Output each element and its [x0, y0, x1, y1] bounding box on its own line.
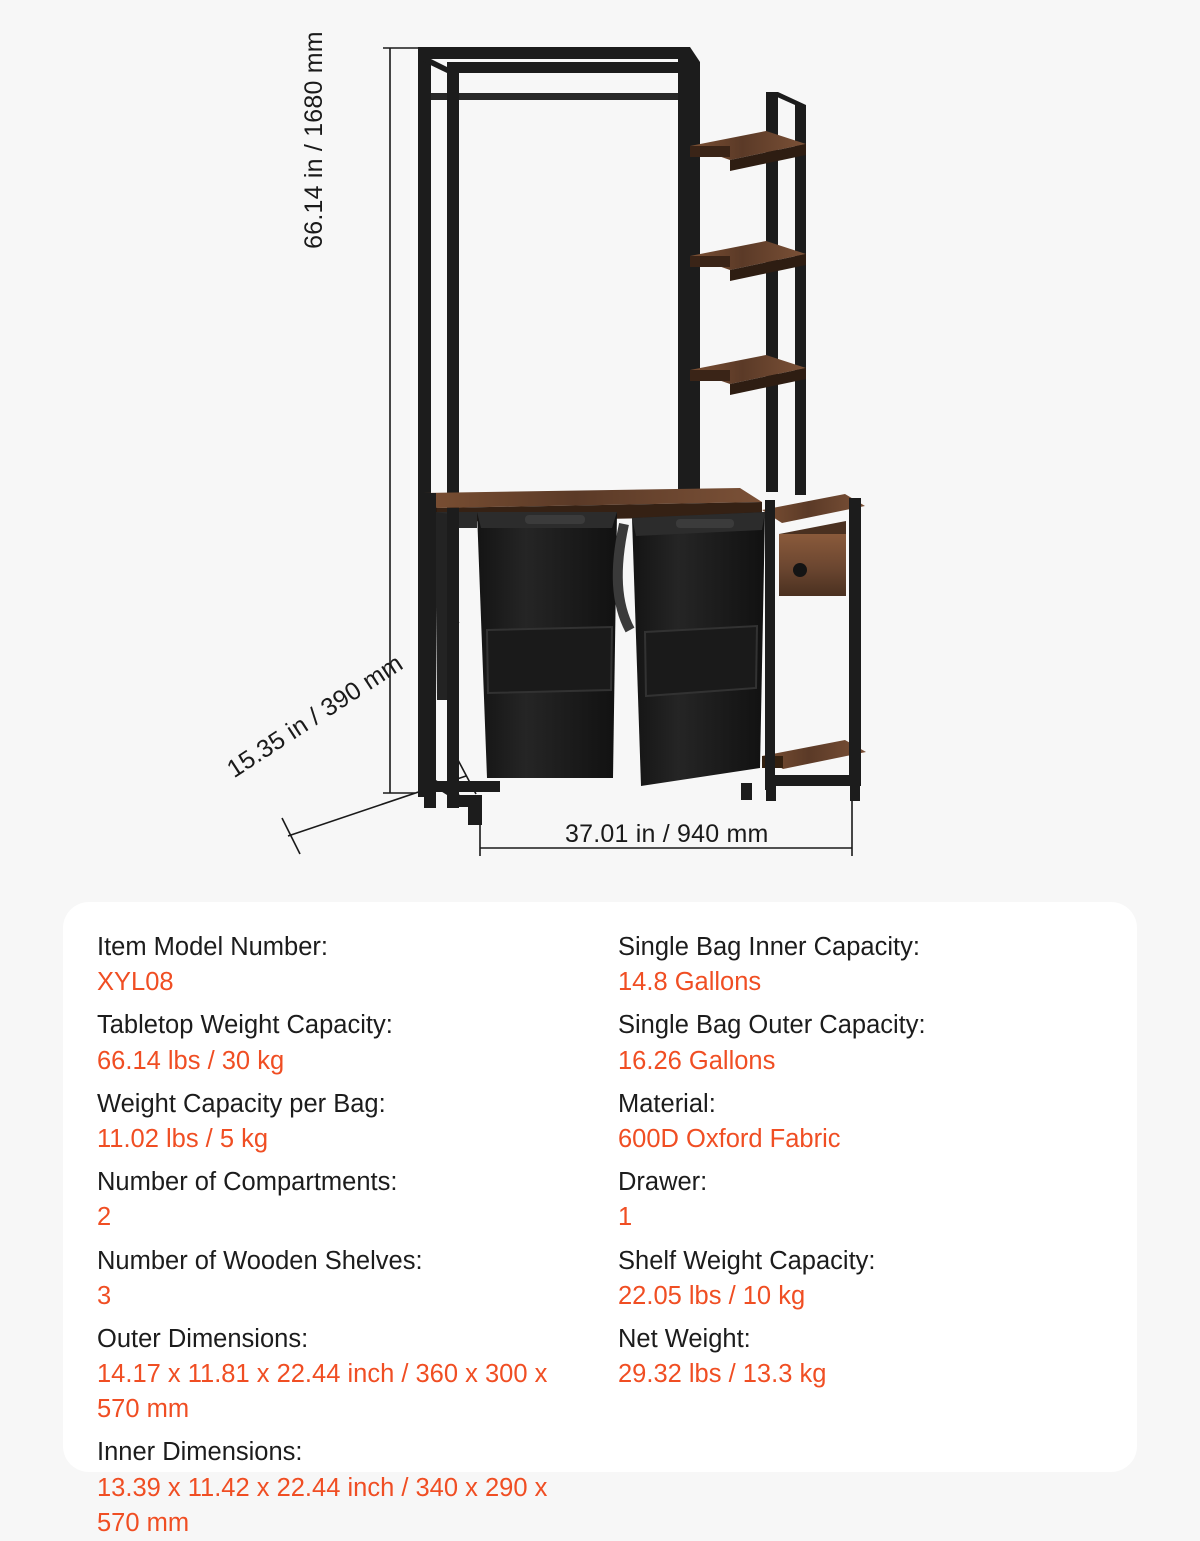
drawer-knob [793, 563, 807, 577]
spec-value: 600D Oxford Fabric [618, 1124, 841, 1153]
spec-item [618, 930, 1103, 1000]
shelf-tower [690, 92, 806, 495]
spec-label: Material: [618, 1089, 716, 1118]
spec-column-right [582, 930, 1103, 1452]
spec-column-left [97, 930, 582, 1537]
spec-item [97, 1435, 582, 1541]
spec-label: Drawer: [618, 1168, 708, 1197]
spec-item [97, 930, 582, 1000]
spec-label: Tabletop Weight Capacity: [97, 1011, 393, 1040]
spec-value: 66.14 lbs / 30 kg [97, 1046, 285, 1075]
spec-value: XYL08 [97, 968, 174, 997]
wooden-shelf-3 [690, 355, 806, 395]
bag-handle-left-top [525, 515, 585, 524]
spec-label: Inner Dimensions: [97, 1438, 303, 1467]
spec-label: Single Bag Outer Capacity: [618, 1011, 926, 1040]
spec-value: 29.32 lbs / 13.3 kg [618, 1360, 827, 1389]
spec-value: 11.02 lbs / 5 kg [97, 1124, 269, 1153]
spec-label: Weight Capacity per Bag: [97, 1089, 386, 1118]
spec-value: 16.26 Gallons [618, 1046, 776, 1075]
spec-item [618, 1322, 1103, 1392]
spec-label: Net Weight: [618, 1324, 751, 1353]
spec-value: 14.17 x 11.81 x 22.44 inch / 360 x 300 x 570 mm [97, 1360, 548, 1424]
bag-side-strap-right [618, 524, 630, 630]
spec-value: 1 [618, 1203, 633, 1232]
spec-item [618, 1244, 1103, 1314]
spec-item [618, 1087, 1103, 1157]
laundry-bag-right [618, 512, 765, 800]
spec-item [97, 1244, 582, 1314]
bag-handle-right-top [676, 519, 734, 528]
spec-value: 14.8 Gallons [618, 968, 762, 997]
spec-item [97, 1322, 582, 1428]
laundry-bag-left [435, 512, 617, 778]
spec-value: 22.05 lbs / 10 kg [618, 1281, 806, 1310]
spec-item [97, 1087, 582, 1157]
spec-label: Outer Dimensions: [97, 1324, 309, 1353]
specifications-card [63, 902, 1137, 1537]
spec-item [97, 1008, 582, 1078]
spec-value: 13.39 x 11.42 x 22.44 inch / 340 x 290 x 570 mm [97, 1473, 548, 1537]
drawer-front [779, 534, 846, 596]
dimension-depth-label: 15.35 in / 390 mm [222, 649, 408, 784]
dimension-width-label: 37.01 in / 940 mm [565, 820, 769, 848]
spec-item [618, 1165, 1103, 1235]
spec-label: Shelf Weight Capacity: [618, 1246, 876, 1275]
spec-label: Number of Compartments: [97, 1168, 398, 1197]
bag-pocket-right [645, 626, 757, 696]
spec-label: Single Bag Inner Capacity: [618, 933, 920, 961]
spec-label: Number of Wooden Shelves: [97, 1246, 423, 1275]
wooden-shelf-1 [690, 131, 806, 171]
spec-item [618, 1008, 1103, 1078]
spec-item [97, 1165, 582, 1235]
dimension-height-label: 66.14 in / 1680 mm [300, 31, 328, 249]
spec-value: 2 [97, 1203, 112, 1232]
bag-pocket-left [487, 627, 612, 693]
right-cabinet [762, 494, 866, 801]
wooden-shelf-2 [690, 241, 806, 281]
spec-label: Item Model Number: [97, 933, 328, 961]
spec-value: 3 [97, 1281, 112, 1310]
